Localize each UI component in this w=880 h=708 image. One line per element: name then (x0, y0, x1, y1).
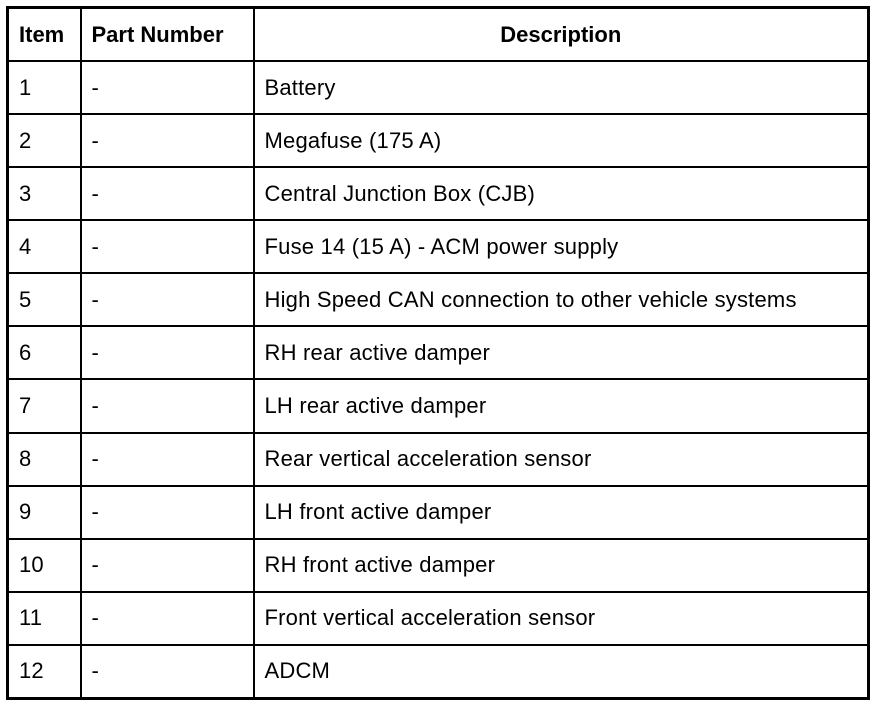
header-row (8, 8, 869, 62)
table-row (8, 167, 869, 220)
description-cell: Rear vertical acceleration sensor (254, 433, 869, 486)
table-row (8, 486, 869, 539)
item-cell: 1 (8, 61, 81, 114)
table-row (8, 114, 869, 167)
part-number-cell: - (81, 220, 254, 273)
part-number-cell: - (81, 592, 254, 645)
parts-table (6, 6, 870, 700)
description-cell: RH front active damper (254, 539, 869, 592)
description-cell: Battery (254, 61, 869, 114)
item-cell: 7 (8, 379, 81, 432)
part-number-cell: - (81, 486, 254, 539)
part-number-cell: - (81, 273, 254, 326)
part-number-cell: - (81, 379, 254, 432)
table-row (8, 433, 869, 486)
table-row (8, 379, 869, 432)
description-cell: LH front active damper (254, 486, 869, 539)
description-cell: ADCM (254, 645, 869, 699)
description-cell: Megafuse (175 A) (254, 114, 869, 167)
part-number-cell: - (81, 114, 254, 167)
description-cell: RH rear active damper (254, 326, 869, 379)
item-cell: 5 (8, 273, 81, 326)
item-cell: 3 (8, 167, 81, 220)
description-cell: High Speed CAN connection to other vehicle systems (254, 273, 869, 326)
description-cell: Central Junction Box (CJB) (254, 167, 869, 220)
description-cell: Front vertical acceleration sensor (254, 592, 869, 645)
part-number-column-header: Part Number (81, 8, 254, 62)
item-cell: 9 (8, 486, 81, 539)
table-row (8, 273, 869, 326)
part-number-cell: - (81, 645, 254, 699)
table-row (8, 592, 869, 645)
table-row (8, 539, 869, 592)
part-number-cell: - (81, 167, 254, 220)
table-row (8, 326, 869, 379)
description-cell: Fuse 14 (15 A) - ACM power supply (254, 220, 869, 273)
item-cell: 6 (8, 326, 81, 379)
table-row (8, 220, 869, 273)
item-cell: 2 (8, 114, 81, 167)
table-row (8, 61, 869, 114)
part-number-cell: - (81, 61, 254, 114)
item-cell: 8 (8, 433, 81, 486)
table-row (8, 645, 869, 699)
part-number-cell: - (81, 433, 254, 486)
item-cell: 11 (8, 592, 81, 645)
description-cell: LH rear active damper (254, 379, 869, 432)
part-number-cell: - (81, 326, 254, 379)
part-number-cell: - (81, 539, 254, 592)
item-cell: 4 (8, 220, 81, 273)
table-body (8, 61, 869, 699)
item-cell: 10 (8, 539, 81, 592)
item-cell: 12 (8, 645, 81, 699)
description-column-header: Description (254, 8, 869, 62)
item-column-header: Item (8, 8, 81, 62)
